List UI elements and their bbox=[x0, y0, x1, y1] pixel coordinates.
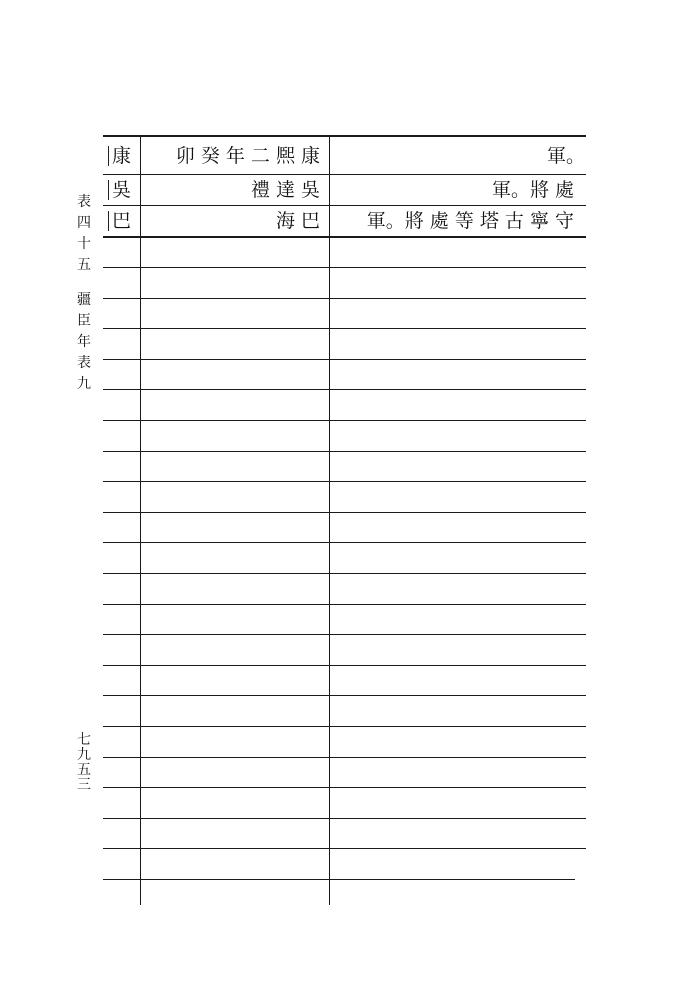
row-1-name: 康 bbox=[108, 141, 131, 171]
row-3-date: 海 巴 bbox=[275, 210, 320, 232]
empty-row-rule bbox=[103, 604, 586, 605]
row-2-event: 軍。將 處 bbox=[491, 179, 574, 201]
empty-row-rule bbox=[103, 389, 586, 390]
side-title-char: 年 bbox=[77, 334, 91, 350]
empty-row-rule bbox=[103, 634, 586, 635]
side-title-char: 九 bbox=[77, 376, 91, 392]
row-2-name: 吳 bbox=[108, 175, 131, 205]
row-1-date: 卯 癸 年 二 熈 康 bbox=[175, 145, 320, 167]
empty-row-rule bbox=[103, 420, 586, 421]
row-3-event: 軍。將 處 等 塔 古 寧 守 bbox=[366, 210, 574, 232]
empty-row-rule bbox=[103, 757, 586, 758]
side-title-char: 五 bbox=[77, 257, 91, 273]
empty-row-rule bbox=[103, 879, 575, 880]
empty-row-rule bbox=[103, 481, 586, 482]
empty-row-rule bbox=[103, 451, 586, 452]
side-title-char: 十 bbox=[77, 236, 91, 252]
empty-row-rule bbox=[103, 359, 586, 360]
empty-row-rule bbox=[103, 267, 586, 268]
side-title bbox=[74, 192, 94, 395]
side-title-char: 表 bbox=[77, 194, 91, 210]
empty-row-rule bbox=[103, 787, 586, 788]
empty-row-rule bbox=[103, 573, 586, 574]
empty-row-rule bbox=[103, 848, 586, 849]
side-title-char: 疆 bbox=[77, 292, 91, 308]
column-rule-right bbox=[329, 135, 330, 905]
page-number-char: 九 bbox=[77, 747, 91, 763]
side-title-char: 臣 bbox=[77, 313, 91, 329]
row-3-name: 巴 bbox=[108, 206, 131, 236]
row-2-date: 禮 達 吳 bbox=[250, 179, 320, 201]
empty-row-rule bbox=[103, 818, 586, 819]
empty-row-rule bbox=[103, 726, 586, 727]
side-title-char: 表 bbox=[77, 355, 91, 371]
side-title-char: 四 bbox=[77, 215, 91, 231]
empty-row-rule bbox=[103, 328, 586, 329]
empty-row-rule bbox=[103, 512, 586, 513]
row-1-event: 軍。 bbox=[546, 145, 585, 167]
empty-row-rule bbox=[103, 665, 586, 666]
page-number-char: 七 bbox=[77, 732, 91, 748]
row-rule bbox=[103, 236, 586, 238]
page-number bbox=[74, 733, 94, 793]
page-number-char: 五 bbox=[77, 762, 91, 778]
page-number-char: 三 bbox=[77, 777, 91, 793]
empty-row-rule bbox=[103, 542, 586, 543]
table-top-rule bbox=[103, 135, 586, 137]
column-rule-left bbox=[140, 135, 141, 905]
empty-row-rule bbox=[103, 298, 586, 299]
empty-row-rule bbox=[103, 695, 586, 696]
